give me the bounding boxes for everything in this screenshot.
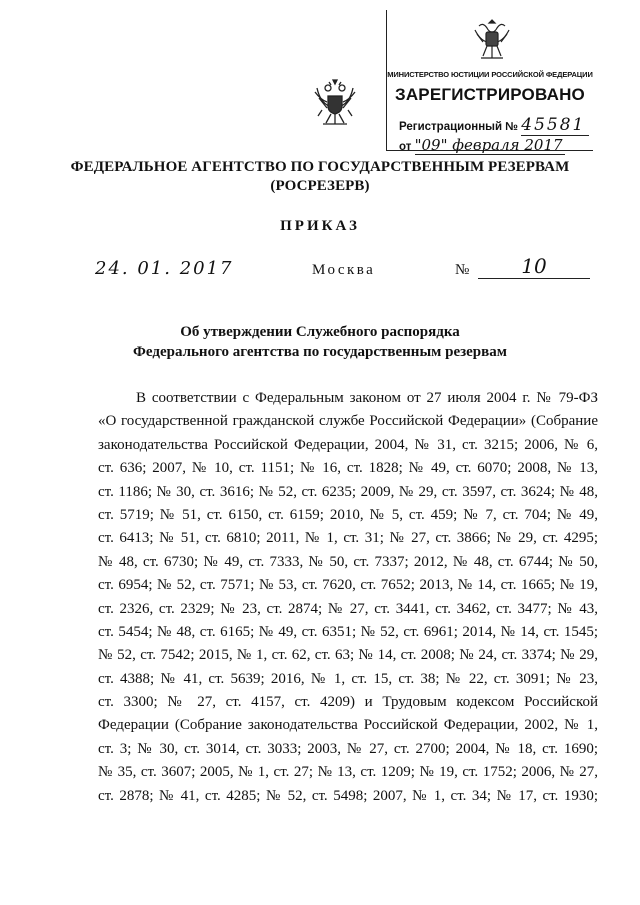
agency-name-line1: ФЕДЕРАЛЬНОЕ АГЕНТСТВО ПО ГОСУДАРСТВЕННЫМ РЕЗЕРВАМ [70,159,570,175]
body-line: № 35, ст. 3607; 2005, № 1, ст. 27; № 13, ст. 1209; № 19, ст. 1752; 2006, № 27, [98,764,598,781]
registration-stamp [386,10,593,154]
body-line: ст. 1186; № 30, ст. 3616; № 52, ст. 6235; 2009, № 29, ст. 3597, ст. 3624; № 48, [98,483,598,500]
body-line: законодательства Российской Федерации, 2004, № 31, ст. 3215; 2006, № 6, [98,436,598,453]
body-line: ст. 5454; № 48, ст. 6165; № 49, ст. 6351; № 52, ст. 6961; 2014, № 14, ст. 1545; [98,623,598,640]
coat-of-arms-icon [313,78,357,128]
order-number-sign: № [455,262,470,278]
order-number: 10 [478,254,590,279]
order-subject [0,322,640,362]
order-title: ПРИКАЗ [280,218,360,234]
body-line: ст. 2326, ст. 2329; № 23, ст. 2874; № 27, ст. 3441, ст. 3462, ст. 3477; № 43, [98,600,598,617]
order-subject-line1: Об утверждении Служебного распорядка [180,324,460,340]
stamp-registered-label: ЗАРЕГИСТРИРОВАНО [394,85,585,104]
body-line: «О государственной гражданской службе Российской Федерации» (Собрание [98,413,598,430]
stamp-reg-number: 45581 [521,115,589,136]
body-line: № 48, ст. 6730; № 49, ст. 7333, № 50, ст. 7337; 2012, № 48, ст. 6744; № 50, [98,553,598,570]
body-line: ст. 3; № 30, ст. 3014, ст. 3033; 2003, № 27, ст. 2700; 2004, № 18, ст. 1690; [98,740,598,757]
order-date: 24. 01. 2017 [95,258,234,279]
stamp-ministry-name: МИНИСТЕРСТВО ЮСТИЦИИ РОССИЙСКОЙ ФЕДЕРАЦИИ [387,70,593,79]
order-city: Москва [312,262,376,278]
stamp-from-label: от [399,141,412,153]
body-line: Федерации (Собрание законодательства Российской Федерации, 2002, № 1, [98,717,598,734]
stamp-reg-date-row [399,136,565,155]
body-line: ст. 6413; № 51, ст. 6810; 2011, № 1, ст. 31; № 27, ст. 3866; № 29, ст. 4295; [98,530,598,547]
body-line: ст. 2878; № 41, ст. 4285; № 52, ст. 5498; 2007, № 1, ст. 34; № 17, ст. 1930; [98,787,598,804]
stamp-reg-number-row [399,115,589,136]
agency-name [0,158,640,196]
body-line: № 52, ст. 7542; 2015, № 1, ст. 62, ст. 63; № 14, ст. 2008; № 24, ст. 3374; № 29, [98,647,598,664]
agency-name-line2: (РОСРЕЗЕРВ) [270,178,370,194]
body-text [98,387,598,808]
coat-of-arms-small-icon [469,14,515,64]
body-line: В соответствии с Федеральным законом от 27 июля 2004 г. № 79-ФЗ [136,390,598,406]
body-line: ст. 3300; № 27, ст. 4157, ст. 4209) и Трудовым кодексом Российской [98,694,598,711]
body-line: ст. 5719; № 51, ст. 6150, ст. 6159; 2010, № 5, ст. 459; № 7, ст. 704; № 49, [98,506,598,523]
stamp-reg-date: "09" февраля 2017 [415,136,565,155]
body-line: ст. 636; 2007, № 10, ст. 1151; № 16, ст. 1828; № 49, ст. 6070; 2008, № 13, [98,460,598,477]
body-line: ст. 6954; № 52, ст. 7571; № 53, ст. 7620, ст. 7652; 2013, № 14, ст. 1665; № 19, [98,577,598,594]
stamp-reg-label: Регистрационный № [399,121,519,133]
body-line: ст. 4388; № 41, ст. 5639; 2016, № 1, ст. 15, ст. 38; № 22, ст. 3091; № 23, [98,670,598,687]
order-subject-line2: Федерального агентства по государственным резервам [133,344,507,360]
